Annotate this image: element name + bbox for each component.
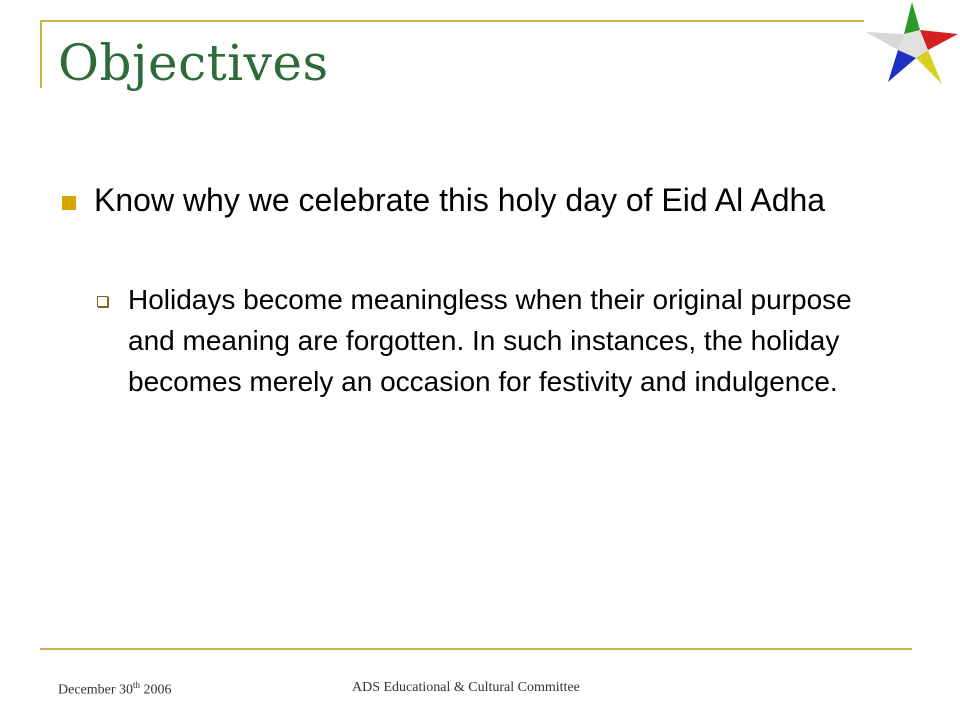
footer-date <box>58 680 172 699</box>
bottom-frame-line <box>40 648 912 650</box>
footer-date-year: 2006 <box>140 682 172 698</box>
left-frame-line <box>40 20 42 88</box>
bullet-square-icon <box>62 196 76 210</box>
sub-bullet-text: Holidays become meaningless when their original purpose and meaning are forgotten. In such instances, the holiday becomes merely an occasion for festivity and indulgence. <box>128 284 852 397</box>
top-frame-line <box>40 20 864 22</box>
footer-date-ordinal: th <box>133 680 141 690</box>
bullet-text: Know why we celebrate this holy day of Eid Al Adha <box>94 182 826 218</box>
footer-date-day: December 30 <box>58 682 134 698</box>
slide-title: Objectives <box>58 34 329 92</box>
multicolor-star-icon <box>862 0 960 88</box>
sub-bullet-box-icon <box>97 296 108 307</box>
footer-organization: ADS Educational & Cultural Committee <box>352 680 580 695</box>
